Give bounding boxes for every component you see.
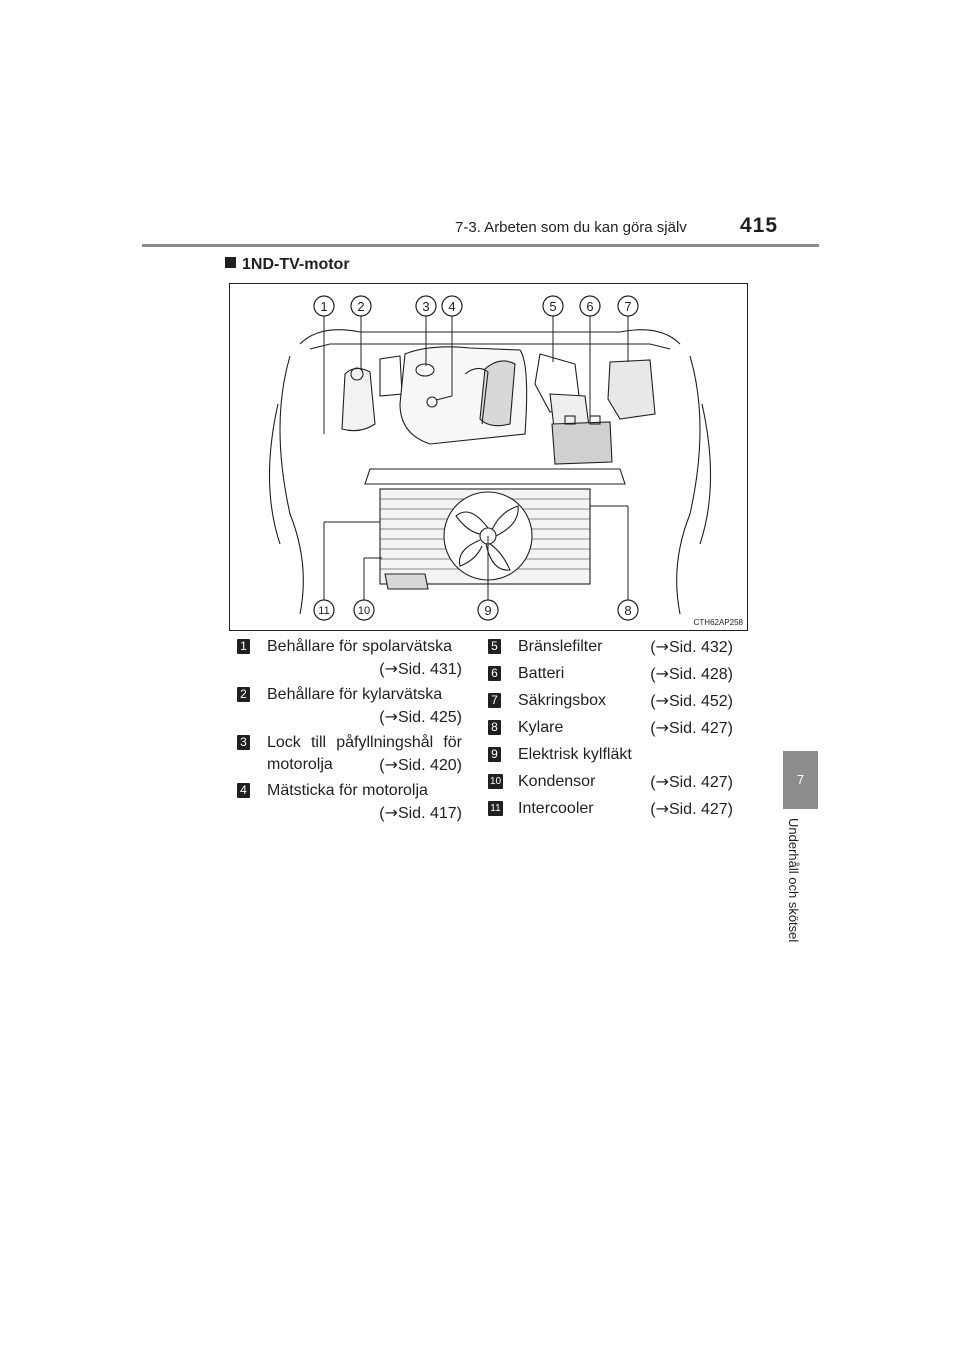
legend-text: Kondensor	[518, 773, 596, 790]
legend-item-3	[237, 732, 462, 776]
arrow-right-icon: →	[384, 659, 398, 678]
legend-number-badge: 8	[488, 720, 501, 735]
legend-item-9	[488, 744, 733, 766]
page-reference: (→Sid. 452)	[650, 691, 733, 710]
legend-item-5	[488, 636, 733, 658]
callout-5	[543, 296, 563, 316]
callout-top-row	[314, 296, 638, 316]
legend-number-badge: 6	[488, 666, 501, 681]
callout-4-label: 4	[448, 299, 456, 314]
page-reference: (→Sid. 417)	[379, 803, 462, 822]
callout-11-label: 11	[318, 605, 330, 617]
chapter-tab: 7	[783, 751, 818, 809]
legend-item-1	[237, 636, 462, 680]
page-reference: (→Sid. 427)	[650, 718, 733, 737]
arrow-right-icon: →	[655, 718, 669, 737]
page-reference: (→Sid. 427)	[650, 772, 733, 791]
legend-text: Batteri	[518, 665, 565, 682]
legend-text: Elektrisk kylfläkt	[518, 746, 632, 763]
running-header: 7-3. Arbeten som du kan göra själv	[455, 219, 687, 236]
legend-number-badge: 11	[488, 801, 503, 816]
page-reference: (→Sid. 425)	[379, 707, 462, 726]
arrow-right-icon: →	[384, 707, 398, 726]
legend-text: Behållare för kylarvätska	[267, 686, 443, 703]
legend-text: Behållare för spolarvätska	[267, 638, 452, 655]
arrow-right-icon: →	[655, 691, 669, 710]
page-reference: (→Sid. 432)	[650, 637, 733, 656]
figure-code: CTH62AP258	[693, 618, 743, 627]
legend-item-8	[488, 717, 733, 739]
legend-number-badge: 2	[237, 687, 250, 702]
chapter-label: Underhåll och skötsel	[786, 818, 801, 943]
legend-text: Intercooler	[518, 800, 594, 817]
square-bullet-icon	[225, 257, 236, 268]
legend-number-badge: 1	[237, 639, 250, 654]
legend-item-10	[488, 771, 733, 793]
callout-7	[618, 296, 638, 316]
legend-number-badge: 7	[488, 693, 501, 708]
callout-3-label: 3	[422, 299, 430, 314]
legend-number-badge: 10	[489, 776, 502, 787]
callout-1	[314, 296, 334, 316]
page-reference: (→Sid. 427)	[650, 799, 733, 818]
legend-number-badge: 5	[488, 639, 501, 654]
callout-1-label: 1	[320, 299, 328, 314]
section-heading-text: 1ND-TV-motor	[242, 256, 350, 273]
callout-8-label: 8	[624, 603, 632, 618]
arrow-right-icon: →	[655, 637, 669, 656]
legend-item-11	[488, 798, 733, 820]
legend-text: Mätsticka för motorolja	[267, 782, 428, 799]
legend-text-line2: motorolja	[267, 756, 333, 773]
legend-item-2	[237, 684, 462, 728]
legend-text: Bränslefilter	[518, 638, 603, 655]
page-number: 415	[740, 214, 779, 237]
callout-3	[416, 296, 436, 316]
callout-9	[478, 600, 498, 620]
callout-5-label: 5	[549, 299, 557, 314]
arrow-right-icon: →	[384, 803, 398, 822]
callout-6-label: 6	[586, 299, 594, 314]
legend-text: Lock till påfyllningshål för	[267, 734, 462, 751]
arrow-right-icon: →	[655, 664, 669, 683]
header-rule	[142, 244, 819, 247]
callout-2	[351, 296, 371, 316]
legend-text: Säkringsbox	[518, 692, 607, 709]
page-reference: (→Sid. 420)	[379, 755, 462, 774]
page-reference: (→Sid. 428)	[650, 664, 733, 683]
callout-4	[442, 296, 462, 316]
callout-10-label: 10	[357, 605, 371, 617]
legend-item-7	[488, 690, 733, 712]
section-heading	[225, 256, 350, 274]
engine-bay-illustration	[229, 283, 748, 631]
legend-item-6	[488, 663, 733, 685]
legend-number-badge: 9	[488, 747, 501, 762]
legend-text: Kylare	[518, 719, 564, 736]
callout-bottom-row	[314, 600, 638, 620]
callout-2-label: 2	[357, 299, 365, 314]
page-reference: (→Sid. 431)	[379, 659, 462, 678]
callout-6	[580, 296, 600, 316]
callout-7-label: 7	[624, 299, 632, 314]
arrow-right-icon: →	[655, 799, 669, 818]
legend-number-badge: 4	[237, 783, 250, 798]
callout-11	[314, 600, 334, 620]
arrow-right-icon: →	[655, 772, 669, 791]
callout-9-label: 9	[484, 603, 492, 618]
legend-item-4	[237, 780, 462, 824]
arrow-right-icon: →	[384, 755, 398, 774]
engine-bay-drawing	[230, 284, 748, 631]
callout-8	[618, 600, 638, 620]
legend-number-badge: 3	[237, 735, 250, 750]
callout-10	[354, 600, 374, 620]
